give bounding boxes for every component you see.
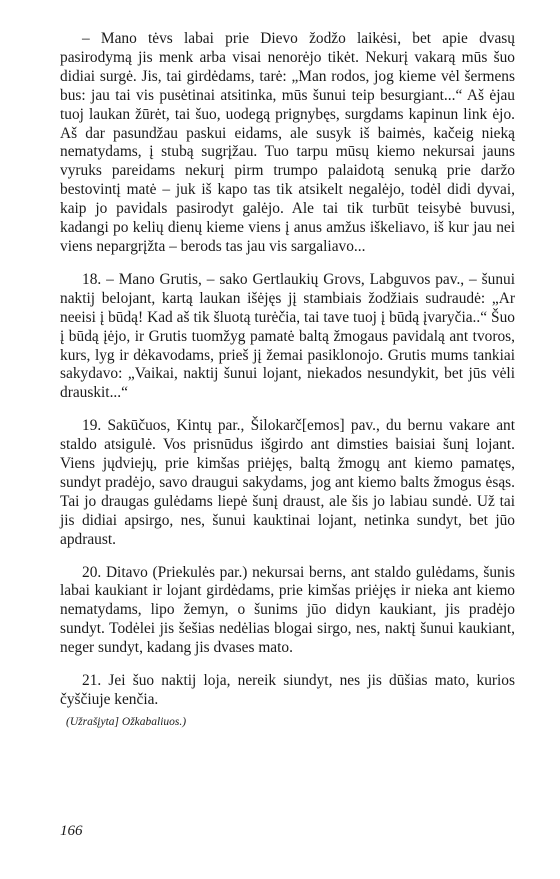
paragraph-21: 21. Jei šuo naktij loja, nereik siundyt, nes jis dūšias mato, kurios čyščiuje kenčia. [60,672,515,708]
page-text-block [60,30,515,728]
source-note: (Užrašįyta] Ožkabaliuos.) [66,715,187,728]
paragraph-18: 18. – Mano Grutis, – sako Gertlaukių Grovs, Labguvos pav., – šunui naktij belojant, kartą laukan išėjęs jį stambiais žodžiais sudraudė: „Ar neeisi į būdą! Kad aš tik šluotą turėčia, tai tave tuoj į būdą įvaryčia..“ Šuo į būdą įėjo, ir Grutis tuomžyg pamatė baltą žmogaus pavidalą ant tvoros, kurs, lyg ir dėkavodams, prieš jį žemai pasiklonojo. Grutis mums tankiai sakydavo: „Vaikai, naktij šunui lojant, niekados nesundykit, bet jūs vėli drauskit...“ [60,270,515,402]
page-number: 166 [60,823,83,839]
paragraph-19: 19. Sakūčuos, Kintų par., Šilokarč[emos] pav., du bernu vakare ant staldo atsigulė. Vos prisnūdus išgirdo ant dimsties baisiai šunį lojant. Viens jųdviejų, prie kimšas priėjęs, baltą žmogų ant kiemo pamatęs, sundyt pradėjo, savo draugui sakydams, jog ant kiemo balts žmogus ėsąs. Tai jo draugas gulėdams liepė šunį draust, ale šis jo labiau sundė. Už tai jis didiai apsirgo, nes, šunui kauktinai lojant, netinka sundyt, bet jūo apdraust. [60,417,515,548]
paragraph-20: 20. Ditavo (Priekulės par.) nekursai berns, ant staldo gulėdams, šunis labai kaukiant ir lojant girdėdams, prie kimšas priėjęs ir nieka ant kiemo nematydams, lipo žemyn, o šunims jūo didyn kaukiant, jis pradėjo sundyt. Todėlei jis šešias nedėlias blogai sirgo, nes, naktį šunui kaukiant, neger sundyt, kadang jis dvases mato. [60,563,515,657]
paragraph-1: – Mano tėvs labai prie Dievo žodžo laikėsi, bet apie dvasų pasirodymą jis menk arba visai nenorėjo tikėt. Nekurį vakarą mūs šuo didiai surgė. Jis, tai girdėdams, tarė: „Man rodos, jog kieme vėl šermens bus: jau tai vis pusėtinai atsitinka, mūs šunui teip besurgiant...“ Aš ėjau tuoj laukan žūrėt, tai šuo, uodegą prignybęs, surgdams kapinun link ėjo. Aš dar pasundžau paskui eidams, ale susyk iš baimės, kačeig nieką nematydams, į stubą sugrįžau. Tuo tarpu mūsų kiemo nekursai jauns vyruks pareidams nekurį pirm trumpo palaidotą senuką prie daržo bestovintį matė – juk iš kapo tas tik atsikelt negalėjo, todėl didi dyvai, kaip jo pavidals pasirodyt galėjo. Ale tai tik turbūt teisybė buvusi, kadangi po kelių dienų kieme viens į anus amžus iškeliavo, iš kur jau nei viens nepargrįžta – berods tas jau vis sargaliavo... [60,30,515,255]
